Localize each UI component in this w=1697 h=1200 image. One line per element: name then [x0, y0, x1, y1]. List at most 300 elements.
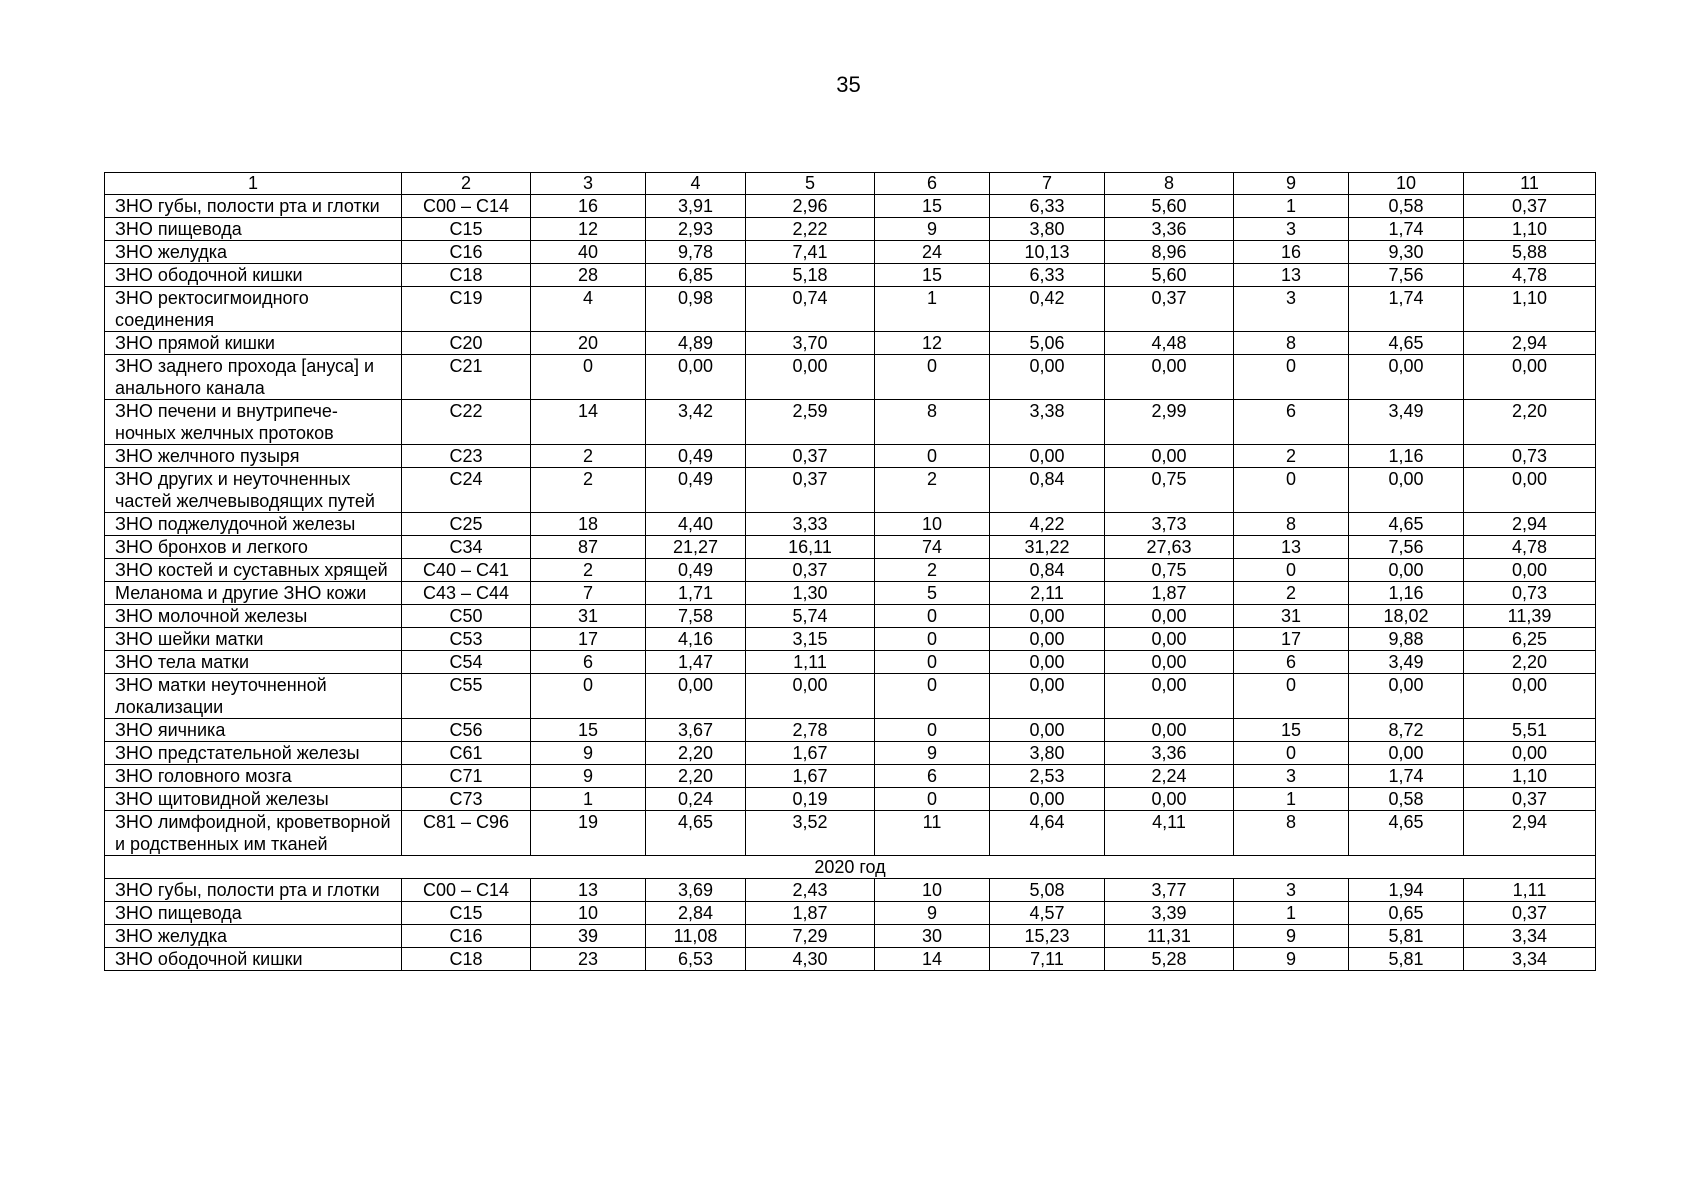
diagnosis-name-cell: ЗНО матки неуточненной локализации [105, 674, 402, 719]
value-cell: 0,00 [1349, 468, 1464, 513]
value-cell: 3,52 [746, 811, 875, 856]
icd-code-cell: С18 [402, 264, 531, 287]
value-cell: 2,96 [746, 195, 875, 218]
value-cell: 1,87 [746, 902, 875, 925]
value-cell: 2,20 [1464, 651, 1596, 674]
diagnosis-name-cell: ЗНО ректосигмоидного соединения [105, 287, 402, 332]
value-cell: 14 [875, 948, 990, 971]
value-cell: 1,16 [1349, 445, 1464, 468]
icd-code-cell: С15 [402, 218, 531, 241]
value-cell: 0,00 [990, 355, 1105, 400]
value-cell: 8 [1234, 513, 1349, 536]
value-cell: 3,91 [646, 195, 746, 218]
value-cell: 4,78 [1464, 536, 1596, 559]
value-cell: 3 [1234, 765, 1349, 788]
value-cell: 7,56 [1349, 536, 1464, 559]
value-cell: 0,37 [1464, 195, 1596, 218]
diagnosis-name-cell: ЗНО предстательной железы [105, 742, 402, 765]
diagnosis-name-cell: ЗНО ободочной кишки [105, 264, 402, 287]
table-row [105, 241, 1596, 264]
value-cell: 1,10 [1464, 765, 1596, 788]
icd-code-cell: С21 [402, 355, 531, 400]
diagnosis-name-cell: ЗНО желчного пузыря [105, 445, 402, 468]
value-cell: 4,11 [1105, 811, 1234, 856]
table-row [105, 536, 1596, 559]
value-cell: 2,94 [1464, 811, 1596, 856]
value-cell: 6 [1234, 651, 1349, 674]
value-cell: 20 [531, 332, 646, 355]
value-cell: 3,67 [646, 719, 746, 742]
value-cell: 4,64 [990, 811, 1105, 856]
value-cell: 31 [531, 605, 646, 628]
column-number-cell: 9 [1234, 173, 1349, 195]
icd-code-cell: С25 [402, 513, 531, 536]
icd-code-cell: С15 [402, 902, 531, 925]
value-cell: 0,00 [1349, 674, 1464, 719]
value-cell: 0,00 [1464, 559, 1596, 582]
value-cell: 0,37 [746, 445, 875, 468]
value-cell: 5,08 [990, 879, 1105, 902]
value-cell: 2,94 [1464, 513, 1596, 536]
diagnosis-name-cell: Меланома и другие ЗНО кожи [105, 582, 402, 605]
table-body [105, 173, 1596, 971]
value-cell: 0,00 [1105, 355, 1234, 400]
table-row [105, 400, 1596, 445]
value-cell: 5,88 [1464, 241, 1596, 264]
value-cell: 5,74 [746, 605, 875, 628]
value-cell: 1,47 [646, 651, 746, 674]
value-cell: 2,84 [646, 902, 746, 925]
icd-code-cell: С73 [402, 788, 531, 811]
value-cell: 24 [875, 241, 990, 264]
icd-code-cell: С23 [402, 445, 531, 468]
value-cell: 5,06 [990, 332, 1105, 355]
value-cell: 2,53 [990, 765, 1105, 788]
value-cell: 7,58 [646, 605, 746, 628]
value-cell: 0,75 [1105, 559, 1234, 582]
value-cell: 8,96 [1105, 241, 1234, 264]
diagnosis-name-cell: ЗНО прямой кишки [105, 332, 402, 355]
value-cell: 0,00 [646, 674, 746, 719]
table-row [105, 513, 1596, 536]
table-row [105, 811, 1596, 856]
value-cell: 2 [531, 559, 646, 582]
value-cell: 7,56 [1349, 264, 1464, 287]
table-header-row [105, 173, 1596, 195]
value-cell: 4,57 [990, 902, 1105, 925]
diagnosis-name-cell: ЗНО губы, полости рта и глотки [105, 879, 402, 902]
value-cell: 0,00 [1464, 742, 1596, 765]
value-cell: 2,94 [1464, 332, 1596, 355]
value-cell: 2,20 [646, 765, 746, 788]
icd-code-cell: С71 [402, 765, 531, 788]
value-cell: 1,16 [1349, 582, 1464, 605]
value-cell: 1 [531, 788, 646, 811]
value-cell: 0,58 [1349, 788, 1464, 811]
value-cell: 16,11 [746, 536, 875, 559]
value-cell: 0,49 [646, 468, 746, 513]
value-cell: 1,10 [1464, 218, 1596, 241]
value-cell: 15 [875, 195, 990, 218]
value-cell: 0,00 [1349, 742, 1464, 765]
value-cell: 5,51 [1464, 719, 1596, 742]
diagnosis-name-cell: ЗНО тела матки [105, 651, 402, 674]
value-cell: 0,00 [1105, 628, 1234, 651]
icd-code-cell: С18 [402, 948, 531, 971]
value-cell: 0 [1234, 468, 1349, 513]
icd-code-cell: С50 [402, 605, 531, 628]
value-cell: 0 [875, 628, 990, 651]
value-cell: 4 [531, 287, 646, 332]
icd-code-cell: С00 – С14 [402, 195, 531, 218]
value-cell: 17 [531, 628, 646, 651]
value-cell: 6 [531, 651, 646, 674]
value-cell: 11 [875, 811, 990, 856]
value-cell: 2,11 [990, 582, 1105, 605]
value-cell: 19 [531, 811, 646, 856]
value-cell: 0 [875, 719, 990, 742]
value-cell: 9 [875, 218, 990, 241]
value-cell: 1,74 [1349, 218, 1464, 241]
value-cell: 9 [531, 742, 646, 765]
value-cell: 5,60 [1105, 195, 1234, 218]
value-cell: 1,67 [746, 765, 875, 788]
value-cell: 0,58 [1349, 195, 1464, 218]
value-cell: 8 [875, 400, 990, 445]
value-cell: 2 [531, 445, 646, 468]
value-cell: 28 [531, 264, 646, 287]
table-row [105, 355, 1596, 400]
value-cell: 0,00 [1105, 445, 1234, 468]
value-cell: 4,78 [1464, 264, 1596, 287]
value-cell: 0,19 [746, 788, 875, 811]
value-cell: 2 [875, 559, 990, 582]
value-cell: 9 [875, 742, 990, 765]
value-cell: 2 [875, 468, 990, 513]
value-cell: 1,74 [1349, 765, 1464, 788]
value-cell: 3,36 [1105, 742, 1234, 765]
value-cell: 0,00 [646, 355, 746, 400]
value-cell: 10 [875, 879, 990, 902]
value-cell: 3,34 [1464, 925, 1596, 948]
value-cell: 7,41 [746, 241, 875, 264]
section-label: 2020 год [105, 856, 1596, 879]
value-cell: 0,00 [1105, 605, 1234, 628]
value-cell: 0,00 [990, 788, 1105, 811]
value-cell: 2,93 [646, 218, 746, 241]
value-cell: 1,30 [746, 582, 875, 605]
value-cell: 8 [1234, 332, 1349, 355]
value-cell: 2,59 [746, 400, 875, 445]
diagnosis-name-cell: ЗНО головного мозга [105, 765, 402, 788]
value-cell: 15 [875, 264, 990, 287]
value-cell: 18 [531, 513, 646, 536]
value-cell: 6 [875, 765, 990, 788]
value-cell: 0,49 [646, 445, 746, 468]
table-row [105, 925, 1596, 948]
table-row [105, 468, 1596, 513]
value-cell: 0,00 [1105, 651, 1234, 674]
icd-code-cell: С20 [402, 332, 531, 355]
diagnosis-name-cell: ЗНО щитовидной железы [105, 788, 402, 811]
value-cell: 15 [1234, 719, 1349, 742]
value-cell: 2 [1234, 582, 1349, 605]
value-cell: 9 [531, 765, 646, 788]
value-cell: 5,60 [1105, 264, 1234, 287]
value-cell: 0 [875, 674, 990, 719]
value-cell: 87 [531, 536, 646, 559]
value-cell: 5,81 [1349, 948, 1464, 971]
value-cell: 39 [531, 925, 646, 948]
value-cell: 0,37 [1464, 902, 1596, 925]
value-cell: 0 [875, 788, 990, 811]
diagnosis-name-cell: ЗНО печени и внутрипече-ночных желчных протоков [105, 400, 402, 445]
value-cell: 7 [531, 582, 646, 605]
value-cell: 3,70 [746, 332, 875, 355]
value-cell: 0 [875, 355, 990, 400]
icd-code-cell: С40 – С41 [402, 559, 531, 582]
icd-code-cell: С53 [402, 628, 531, 651]
icd-code-cell: С16 [402, 241, 531, 264]
value-cell: 0,00 [1464, 674, 1596, 719]
value-cell: 4,65 [1349, 513, 1464, 536]
value-cell: 0 [875, 605, 990, 628]
value-cell: 3,49 [1349, 651, 1464, 674]
table-row [105, 879, 1596, 902]
value-cell: 6,33 [990, 195, 1105, 218]
table-row [105, 902, 1596, 925]
value-cell: 1 [875, 287, 990, 332]
value-cell: 3,33 [746, 513, 875, 536]
value-cell: 3,36 [1105, 218, 1234, 241]
value-cell: 0,74 [746, 287, 875, 332]
column-number-cell: 1 [105, 173, 402, 195]
value-cell: 0,00 [1464, 355, 1596, 400]
value-cell: 0 [1234, 742, 1349, 765]
value-cell: 8 [1234, 811, 1349, 856]
value-cell: 3,42 [646, 400, 746, 445]
value-cell: 0,24 [646, 788, 746, 811]
value-cell: 15,23 [990, 925, 1105, 948]
icd-code-cell: С61 [402, 742, 531, 765]
value-cell: 30 [875, 925, 990, 948]
value-cell: 0 [1234, 674, 1349, 719]
value-cell: 4,22 [990, 513, 1105, 536]
value-cell: 10 [531, 902, 646, 925]
value-cell: 8,72 [1349, 719, 1464, 742]
value-cell: 9,88 [1349, 628, 1464, 651]
value-cell: 0,75 [1105, 468, 1234, 513]
value-cell: 3,38 [990, 400, 1105, 445]
table-row [105, 788, 1596, 811]
table-row [105, 559, 1596, 582]
value-cell: 31 [1234, 605, 1349, 628]
column-number-cell: 11 [1464, 173, 1596, 195]
value-cell: 1,10 [1464, 287, 1596, 332]
value-cell: 5,81 [1349, 925, 1464, 948]
section-row [105, 856, 1596, 879]
value-cell: 3,69 [646, 879, 746, 902]
icd-code-cell: С81 – С96 [402, 811, 531, 856]
table-row [105, 287, 1596, 332]
value-cell: 7,29 [746, 925, 875, 948]
value-cell: 3 [1234, 879, 1349, 902]
diagnosis-name-cell: ЗНО пищевода [105, 902, 402, 925]
value-cell: 2 [1234, 445, 1349, 468]
value-cell: 0,00 [1349, 355, 1464, 400]
table-row [105, 332, 1596, 355]
value-cell: 3,73 [1105, 513, 1234, 536]
value-cell: 1 [1234, 788, 1349, 811]
value-cell: 3,34 [1464, 948, 1596, 971]
value-cell: 9,78 [646, 241, 746, 264]
value-cell: 0,00 [746, 674, 875, 719]
value-cell: 0 [531, 355, 646, 400]
diagnosis-name-cell: ЗНО желудка [105, 241, 402, 264]
value-cell: 3,39 [1105, 902, 1234, 925]
value-cell: 12 [875, 332, 990, 355]
value-cell: 12 [531, 218, 646, 241]
value-cell: 4,89 [646, 332, 746, 355]
value-cell: 0,00 [990, 674, 1105, 719]
value-cell: 4,40 [646, 513, 746, 536]
diagnosis-name-cell: ЗНО молочной железы [105, 605, 402, 628]
value-cell: 0,00 [1105, 674, 1234, 719]
value-cell: 0,37 [1464, 788, 1596, 811]
table-row [105, 445, 1596, 468]
value-cell: 0,98 [646, 287, 746, 332]
value-cell: 1 [1234, 902, 1349, 925]
diagnosis-name-cell: ЗНО шейки матки [105, 628, 402, 651]
value-cell: 1,11 [746, 651, 875, 674]
diagnosis-name-cell: ЗНО заднего прохода [ануса] и анального канала [105, 355, 402, 400]
column-number-cell: 7 [990, 173, 1105, 195]
diagnosis-name-cell: ЗНО пищевода [105, 218, 402, 241]
value-cell: 2,43 [746, 879, 875, 902]
value-cell: 6,85 [646, 264, 746, 287]
icd-code-cell: С22 [402, 400, 531, 445]
value-cell: 23 [531, 948, 646, 971]
value-cell: 4,48 [1105, 332, 1234, 355]
value-cell: 10 [875, 513, 990, 536]
value-cell: 0,00 [746, 355, 875, 400]
icd-code-cell: С19 [402, 287, 531, 332]
table-row [105, 651, 1596, 674]
value-cell: 0 [1234, 355, 1349, 400]
value-cell: 4,16 [646, 628, 746, 651]
column-number-cell: 3 [531, 173, 646, 195]
value-cell: 9 [875, 902, 990, 925]
value-cell: 0,00 [1349, 559, 1464, 582]
column-number-cell: 5 [746, 173, 875, 195]
value-cell: 2,22 [746, 218, 875, 241]
value-cell: 15 [531, 719, 646, 742]
value-cell: 0,73 [1464, 445, 1596, 468]
value-cell: 5,28 [1105, 948, 1234, 971]
column-number-cell: 2 [402, 173, 531, 195]
diagnosis-name-cell: ЗНО губы, полости рта и глотки [105, 195, 402, 218]
value-cell: 2,78 [746, 719, 875, 742]
table-row [105, 195, 1596, 218]
value-cell: 17 [1234, 628, 1349, 651]
value-cell: 4,30 [746, 948, 875, 971]
value-cell: 0,00 [990, 651, 1105, 674]
icd-code-cell: С54 [402, 651, 531, 674]
value-cell: 13 [1234, 264, 1349, 287]
diagnosis-name-cell: ЗНО желудка [105, 925, 402, 948]
value-cell: 1,67 [746, 742, 875, 765]
value-cell: 0 [531, 674, 646, 719]
value-cell: 0,00 [990, 445, 1105, 468]
table-row [105, 628, 1596, 651]
value-cell: 1,94 [1349, 879, 1464, 902]
value-cell: 6,33 [990, 264, 1105, 287]
value-cell: 9 [1234, 948, 1349, 971]
diagnosis-name-cell: ЗНО других и неуточненных частей желчевыводящих путей [105, 468, 402, 513]
value-cell: 0,00 [1464, 468, 1596, 513]
value-cell: 13 [1234, 536, 1349, 559]
value-cell: 3 [1234, 218, 1349, 241]
value-cell: 0,00 [1105, 719, 1234, 742]
value-cell: 3,49 [1349, 400, 1464, 445]
diagnosis-name-cell: ЗНО поджелудочной железы [105, 513, 402, 536]
value-cell: 13 [531, 879, 646, 902]
icd-code-cell: С34 [402, 536, 531, 559]
value-cell: 1 [1234, 195, 1349, 218]
value-cell: 3,80 [990, 742, 1105, 765]
value-cell: 0,00 [1105, 788, 1234, 811]
value-cell: 0,37 [1105, 287, 1234, 332]
value-cell: 0,00 [990, 628, 1105, 651]
value-cell: 4,65 [1349, 332, 1464, 355]
value-cell: 1,71 [646, 582, 746, 605]
value-cell: 2,20 [1464, 400, 1596, 445]
value-cell: 0,84 [990, 559, 1105, 582]
value-cell: 0,00 [990, 719, 1105, 742]
icd-code-cell: С43 – С44 [402, 582, 531, 605]
value-cell: 0,84 [990, 468, 1105, 513]
icd-code-cell: С16 [402, 925, 531, 948]
value-cell: 9 [1234, 925, 1349, 948]
value-cell: 16 [1234, 241, 1349, 264]
column-number-cell: 6 [875, 173, 990, 195]
value-cell: 6,53 [646, 948, 746, 971]
value-cell: 0 [1234, 559, 1349, 582]
value-cell: 0,49 [646, 559, 746, 582]
value-cell: 6,25 [1464, 628, 1596, 651]
value-cell: 0 [875, 445, 990, 468]
table-row [105, 582, 1596, 605]
table-row [105, 765, 1596, 788]
value-cell: 10,13 [990, 241, 1105, 264]
value-cell: 5 [875, 582, 990, 605]
diagnosis-name-cell: ЗНО лимфоидной, кроветворной и родственных им тканей [105, 811, 402, 856]
value-cell: 3,77 [1105, 879, 1234, 902]
value-cell: 0,37 [746, 468, 875, 513]
column-number-cell: 4 [646, 173, 746, 195]
icd-code-cell: С55 [402, 674, 531, 719]
value-cell: 40 [531, 241, 646, 264]
value-cell: 4,65 [646, 811, 746, 856]
value-cell: 11,08 [646, 925, 746, 948]
value-cell: 0,42 [990, 287, 1105, 332]
value-cell: 31,22 [990, 536, 1105, 559]
value-cell: 27,63 [1105, 536, 1234, 559]
diagnosis-name-cell: ЗНО ободочной кишки [105, 948, 402, 971]
value-cell: 2,24 [1105, 765, 1234, 788]
value-cell: 1,87 [1105, 582, 1234, 605]
value-cell: 74 [875, 536, 990, 559]
